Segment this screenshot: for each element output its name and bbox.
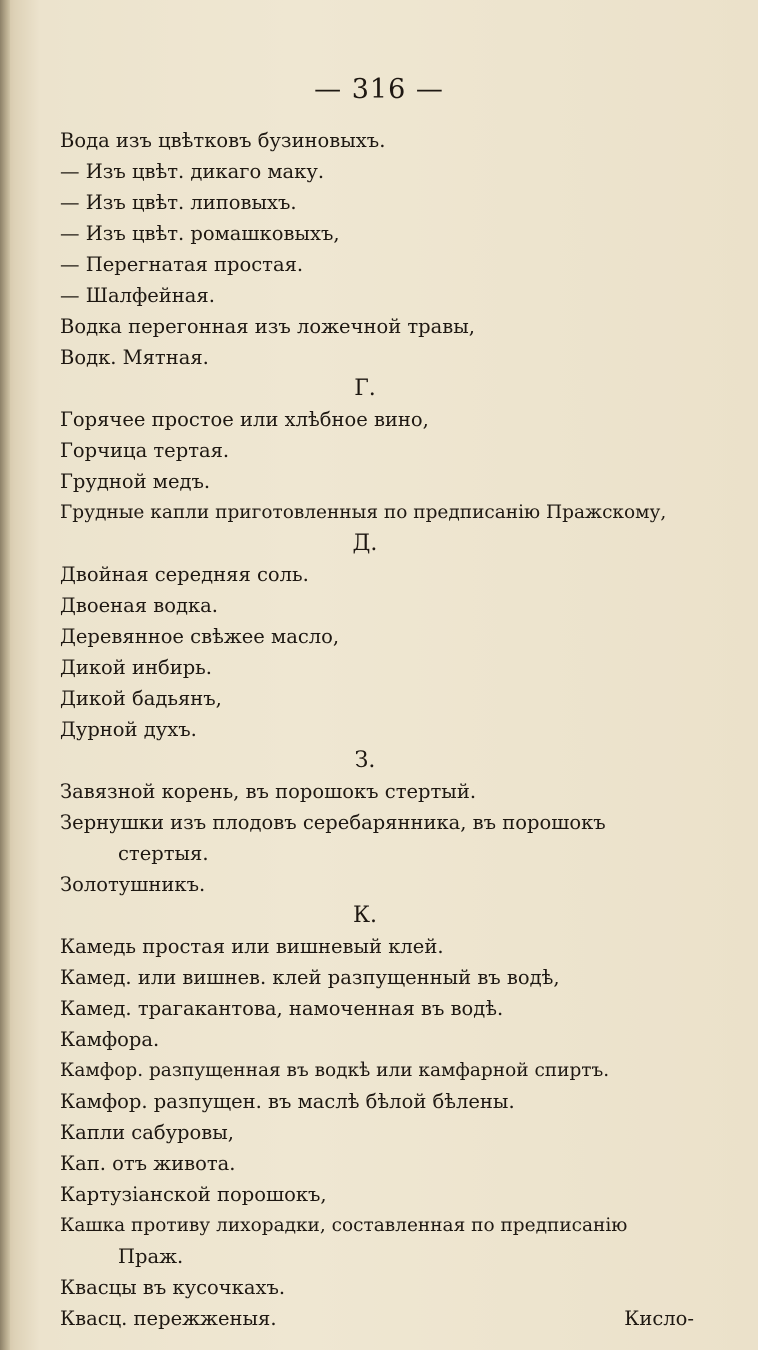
text-line: Завязной корень, въ порошокъ стертый. [60,780,477,803]
catchword: Кисло- [624,1307,694,1330]
text-line: Камед. или вишнев. клей разпущенный въ водѣ, [60,966,560,989]
text-line: Дикой бадьянъ, [60,687,222,710]
text-line: Картузіанской порошокъ, [60,1183,327,1206]
text-line: Двоеная водка. [60,594,218,617]
text-line: Горчица тертая. [60,439,230,462]
section-heading: З. [354,748,376,773]
text-line: — Шалфейная. [60,284,215,307]
page-number: — 316 — [314,74,444,105]
text-line: Дурной духъ. [60,718,197,741]
text-line: Кап. отъ живота. [60,1152,236,1175]
text-line: Водк. Мятная. [60,346,209,369]
text-line: Камфора. [60,1028,160,1051]
text-line: Деревянное свѣжее масло, [60,625,340,648]
text-line: — Изъ цвѣт. дикаго маку. [60,160,325,183]
text-line: — Изъ цвѣт. ромашковыхъ, [60,222,340,245]
text-line: Водка перегонная изъ ложечной травы, [60,315,475,338]
text-line: — Перегнатая простая. [60,253,304,276]
text-line: — Изъ цвѣт. липовыхъ. [60,191,297,214]
text-line: стертыя. [118,842,209,865]
text-line: Капли сабуровы, [60,1121,234,1144]
text-line: Горячее простое или хлѣбное вино, [60,408,429,431]
text-line: Квасц. пережженыя. [60,1307,277,1330]
text-line: Камфор. разпущенная въ водкѣ или камфарной спиртъ. [60,1060,610,1081]
text-line: Камед. трагакантова, намоченная въ водѣ. [60,997,504,1020]
text-line: Камфор. разпущен. въ маслѣ бѣлой бѣлены. [60,1090,515,1113]
text-line: Зернушки изъ плодовъ серебарянника, въ порошокъ [60,811,606,834]
page-binding-edge [0,0,10,1350]
text-line: Двойная середняя соль. [60,563,309,586]
section-heading: Д. [352,531,378,556]
section-heading: К. [352,903,378,928]
text-line: Кашка противу лихорадки, составленная по предписанію [60,1215,628,1236]
text-line: Грудной медъ. [60,470,211,493]
text-line: Квасцы въ кусочкахъ. [60,1276,286,1299]
text-line: Вода изъ цвѣтковъ бузиновыхъ. [60,129,386,152]
text-line: Праж. [118,1245,184,1268]
text-line: Дикой инбирь. [60,656,213,679]
section-heading: Г. [354,376,376,401]
text-line: Золотушникъ. [60,873,206,896]
text-line: Грудные капли приготовленныя по предписанію Пражскому, [60,502,667,523]
text-line: Камедь простая или вишневый клей. [60,935,444,958]
